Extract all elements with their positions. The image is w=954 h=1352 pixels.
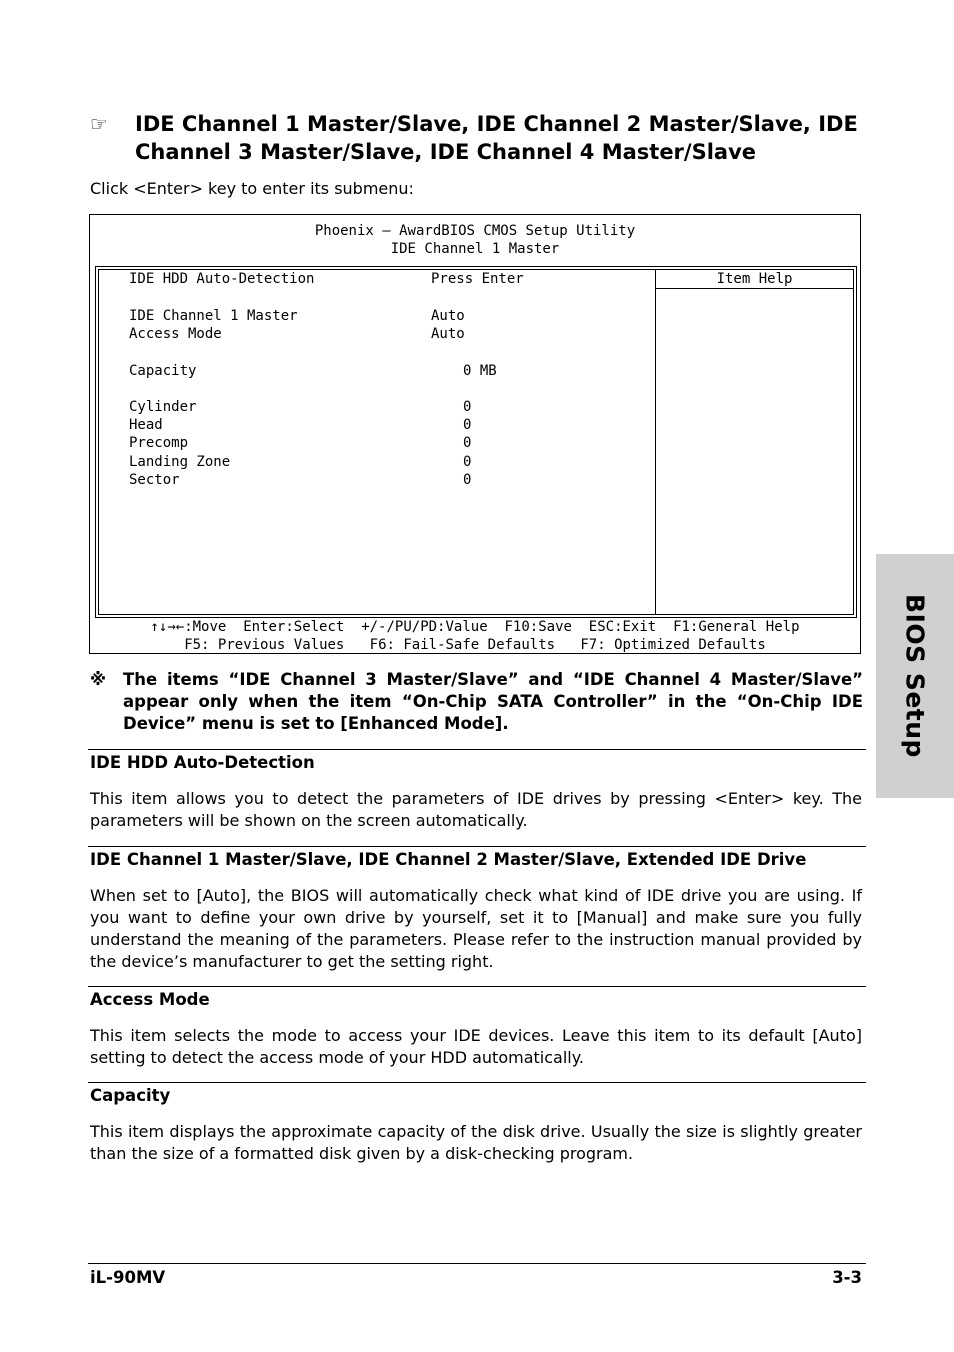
bios-row-label: Capacity <box>129 363 197 379</box>
section-divider <box>88 749 866 750</box>
footer-divider <box>88 1263 866 1264</box>
section-divider <box>88 1082 866 1083</box>
bios-row-label: Landing Zone <box>129 454 231 470</box>
bios-menu-inner-frame <box>98 269 854 615</box>
bios-row-label[interactable]: Access Mode <box>129 326 222 342</box>
bios-row-label: Precomp <box>129 435 189 451</box>
section-heading-text: IDE Channel 1 Master/Slave, IDE Channel 2 Master/Slave, IDE Channel 3 Master/Slave, IDE Channel 4 Master/Slave <box>135 112 858 164</box>
bios-screen <box>89 214 861 654</box>
bios-title-line2: IDE Channel 1 Master <box>390 241 560 257</box>
chapter-side-tab-label: BIOS Setup <box>900 594 930 758</box>
bios-menu-frame <box>95 266 857 618</box>
section-title: Access Mode <box>90 990 210 1009</box>
bios-title-line1: Phoenix – AwardBIOS CMOS Setup Utility <box>314 223 636 239</box>
bios-row-label: Head <box>129 417 163 433</box>
bios-row-value: 0 <box>463 399 472 415</box>
section-body: This item displays the approximate capacity of the disk drive. Usually the size is slightly greater than the size of a formatted disk given by a disk-checking program. <box>90 1122 862 1163</box>
section-title: Capacity <box>90 1086 171 1105</box>
chapter-side-tab <box>876 554 954 798</box>
bios-row-value[interactable]: Press Enter <box>431 271 524 287</box>
bios-key-legend-line1: ↑↓→←:Move Enter:Select +/-/PU/PD:Value F10:Save ESC:Exit F1:General Help <box>150 619 800 635</box>
item-help-panel <box>655 270 853 614</box>
bios-row-label[interactable]: IDE Channel 1 Master <box>129 308 298 324</box>
bios-row-label[interactable]: IDE HDD Auto-Detection <box>129 271 315 287</box>
section-divider <box>88 986 866 987</box>
bios-title <box>90 222 860 258</box>
bios-row-value: 0 <box>463 454 472 470</box>
bios-row-value[interactable]: Auto <box>431 308 465 324</box>
section-body: This item allows you to detect the parameters of IDE drives by pressing <Enter> key. The parameters will be shown on the screen automatically. <box>90 789 862 830</box>
reference-mark-icon: ※ <box>90 670 107 689</box>
bios-key-legend-line2: F5: Previous Values F6: Fail-Safe Defaults F7: Optimized Defaults <box>184 637 766 653</box>
section-title: IDE HDD Auto-Detection <box>90 753 315 772</box>
bios-row-value: 0 <box>463 417 472 433</box>
intro-text: Click <Enter> key to enter its submenu: <box>90 179 414 198</box>
section-body: When set to [Auto], the BIOS will automatically check what kind of IDE drive you are using. If you want to define your own drive by yourself, set it to [Manual] and make sure you fully understand the meaning of the parameters. Please refer to the instruction manual provided by the device’s manufacturer to get the setting right. <box>90 886 862 971</box>
item-help-header: Item Help <box>656 270 853 289</box>
section-title: IDE Channel 1 Master/Slave, IDE Channel 2 Master/Slave, Extended IDE Drive <box>90 850 807 869</box>
bios-row-value: 0 MB <box>463 363 497 379</box>
section-divider <box>88 846 866 847</box>
bios-row-value[interactable]: Auto <box>431 326 465 342</box>
note-text: The items “IDE Channel 3 Master/Slave” and “IDE Channel 4 Master/Slave” appear only when the item “On-Chip SATA Controller” in the “On-Chip IDE Device” menu is set to [Enhanced Mode]. <box>123 670 863 733</box>
pointer-hand-icon: ☞ <box>90 112 108 136</box>
bios-row-label: Cylinder <box>129 399 197 415</box>
bios-row-value: 0 <box>463 472 472 488</box>
bios-row-label: Sector <box>129 472 180 488</box>
section-body: This item selects the mode to access your IDE devices. Leave this item to its default [Auto] setting to detect the access mode of your HDD automatically. <box>90 1026 862 1067</box>
footer-model: iL-90MV <box>90 1268 166 1287</box>
bios-row-value: 0 <box>463 435 472 451</box>
footer-page-number: 3-3 <box>832 1268 862 1287</box>
